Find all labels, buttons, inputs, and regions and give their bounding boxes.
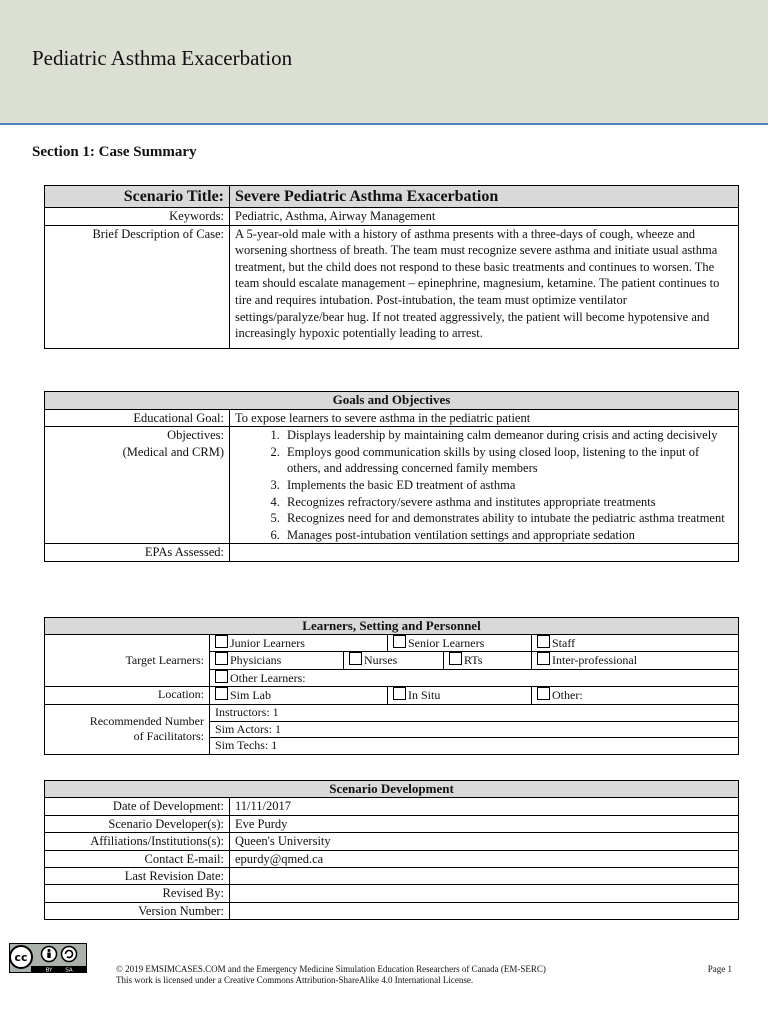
- learners-heading: Learners, Setting and Personnel: [45, 618, 739, 635]
- development-row: [45, 885, 739, 902]
- instructors-value: Instructors: 1: [210, 704, 739, 721]
- checkbox-icon[interactable]: [537, 687, 550, 700]
- objectives-row: [45, 427, 739, 544]
- footer-line-1: © 2019 EMSIMCASES.COM and the Emergency Medicine Simulation Education Researchers of Canada (EM-SERC): [116, 964, 546, 974]
- option-in-situ[interactable]: In Situ: [388, 687, 532, 705]
- option-senior-learners[interactable]: Senior Learners: [388, 634, 532, 652]
- epas-row: [45, 544, 739, 562]
- location-label: Location:: [45, 687, 210, 705]
- keywords-row: [45, 208, 739, 226]
- facilitators-label-line-2: of Facilitators:: [133, 729, 204, 744]
- date-of-development-label: Date of Development:: [45, 798, 230, 815]
- checkbox-icon[interactable]: [349, 652, 362, 665]
- development-row: [45, 833, 739, 850]
- cc-by-sa-license-logo: [9, 943, 87, 973]
- educational-goal-label: Educational Goal:: [45, 409, 230, 427]
- footer-line-2: This work is licensed under a Creative Commons Attribution-ShareAlike 4.0 International License.: [116, 975, 474, 985]
- goals-table: [44, 391, 739, 562]
- checkbox-icon[interactable]: [215, 652, 228, 665]
- development-heading: Scenario Development: [45, 781, 739, 798]
- development-row: [45, 850, 739, 867]
- objectives-list: [235, 427, 733, 543]
- development-table: [44, 780, 739, 920]
- development-row: [45, 798, 739, 815]
- footer-copyright: [116, 964, 546, 986]
- learners-table: [44, 617, 739, 755]
- target-learners-row-1: [45, 634, 739, 652]
- sim-actors-value: Sim Actors: 1: [210, 721, 739, 738]
- document-title: Pediatric Asthma Exacerbation: [32, 46, 293, 70]
- contact-email-label: Contact E-mail:: [45, 850, 230, 867]
- share-alike-icon: [62, 947, 77, 962]
- version-number-value[interactable]: [230, 902, 739, 919]
- target-learners-label: Target Learners:: [45, 634, 210, 687]
- page-number: Page 1: [707, 964, 732, 974]
- description-row: [45, 225, 739, 348]
- objective-item: 4. Recognizes refractory/severe asthma and institutes appropriate treatments: [283, 494, 733, 511]
- objectives-label: Objectives:: [167, 428, 224, 443]
- epas-label: EPAs Assessed:: [45, 544, 230, 562]
- option-physicians[interactable]: Physicians: [210, 652, 344, 670]
- scenario-developer-label: Scenario Developer(s):: [45, 815, 230, 832]
- checkbox-icon[interactable]: [449, 652, 462, 665]
- objectives-sublabel: (Medical and CRM): [122, 444, 224, 459]
- facilitators-row-1: [45, 704, 739, 721]
- case-summary-table: [44, 185, 739, 349]
- development-row: [45, 902, 739, 919]
- objective-item: 1. Displays leadership by maintaining calm demeanor during crisis and acting decisively: [283, 427, 733, 444]
- objective-item: 5. Recognizes need for and demonstrates ability to intubate the pediatric asthma treatment: [283, 510, 733, 527]
- goals-heading: Goals and Objectives: [45, 392, 739, 410]
- objective-item: 2. Employs good communication skills by using closed loop, listening to the input of others, and addressing concerned family members: [283, 444, 733, 477]
- logo-by-text: BY: [45, 967, 53, 973]
- checkbox-icon[interactable]: [215, 670, 228, 683]
- checkbox-icon[interactable]: [393, 687, 406, 700]
- keywords-label: Keywords:: [45, 208, 230, 226]
- facilitators-label: [45, 704, 210, 754]
- option-other-learners[interactable]: Other Learners:: [210, 669, 739, 687]
- last-revision-date-label: Last Revision Date:: [45, 868, 230, 885]
- checkbox-icon[interactable]: [537, 635, 550, 648]
- option-sim-lab[interactable]: Sim Lab: [210, 687, 388, 705]
- goals-heading-row: [45, 392, 739, 410]
- option-other-location[interactable]: Other:: [532, 687, 739, 705]
- objective-item: 6. Manages post-intubation ventilation settings and appropriate sedation: [283, 527, 733, 544]
- objectives-list-cell: [230, 427, 739, 544]
- development-row: [45, 815, 739, 832]
- section-heading: Section 1: Case Summary: [32, 144, 197, 160]
- revised-by-value[interactable]: [230, 885, 739, 902]
- affiliations-value: Queen's University: [230, 833, 739, 850]
- epas-value[interactable]: [230, 544, 739, 562]
- option-nurses[interactable]: Nurses: [344, 652, 444, 670]
- svg-text:cc: cc: [14, 951, 28, 964]
- checkbox-icon[interactable]: [537, 652, 550, 665]
- last-revision-date-value[interactable]: [230, 868, 739, 885]
- option-inter-professional[interactable]: Inter-professional: [532, 652, 739, 670]
- objective-item: 3. Implements the basic ED treatment of asthma: [283, 477, 733, 494]
- sim-techs-value: Sim Techs: 1: [210, 738, 739, 755]
- facilitators-label-line-1: Recommended Number: [89, 713, 204, 728]
- version-number-label: Version Number:: [45, 902, 230, 919]
- learners-heading-row: [45, 618, 739, 635]
- checkbox-icon[interactable]: [215, 687, 228, 700]
- revised-by-label: Revised By:: [45, 885, 230, 902]
- logo-sa-text: SA: [65, 967, 73, 973]
- development-heading-row: [45, 781, 739, 798]
- keywords-value: Pediatric, Asthma, Airway Management: [230, 208, 739, 226]
- scenario-title-label: Scenario Title:: [45, 186, 230, 208]
- option-junior-learners[interactable]: Junior Learners: [210, 634, 388, 652]
- description-label: Brief Description of Case:: [45, 225, 230, 348]
- description-value: A 5-year-old male with a history of asthma presents with a three-days of cough, wheeze and worsening shortness of breath. The team must recognize severe asthma and initiate usual asthma treatment, but the child does not respond to these basic treatments and continues to worsen. The team should escalate management – epinephrine, magnesium, ketamine. The patient continues to tire and requires intubation. Post-intubation, the team must optimize ventilator settings/paralyze/bear hug. If not treated aggressively, the patient will become hypotensive and increasingly hypoxic potentially leading to arrest.: [230, 225, 739, 348]
- checkbox-icon[interactable]: [215, 635, 228, 648]
- checkbox-icon[interactable]: [393, 635, 406, 648]
- scenario-title-value: Severe Pediatric Asthma Exacerbation: [230, 186, 739, 208]
- scenario-developer-value: Eve Purdy: [230, 815, 739, 832]
- date-of-development-value: 11/11/2017: [230, 798, 739, 815]
- development-row: [45, 868, 739, 885]
- option-staff[interactable]: Staff: [532, 634, 739, 652]
- affiliations-label: Affiliations/Institutions(s):: [45, 833, 230, 850]
- location-row: [45, 687, 739, 705]
- objectives-label-cell: [45, 427, 230, 544]
- scenario-title-row: [45, 186, 739, 208]
- educational-goal-value: To expose learners to severe asthma in the pediatric patient: [230, 409, 739, 427]
- contact-email-value: epurdy@qmed.ca: [230, 850, 739, 867]
- educational-goal-row: [45, 409, 739, 427]
- option-rts[interactable]: RTs: [444, 652, 532, 670]
